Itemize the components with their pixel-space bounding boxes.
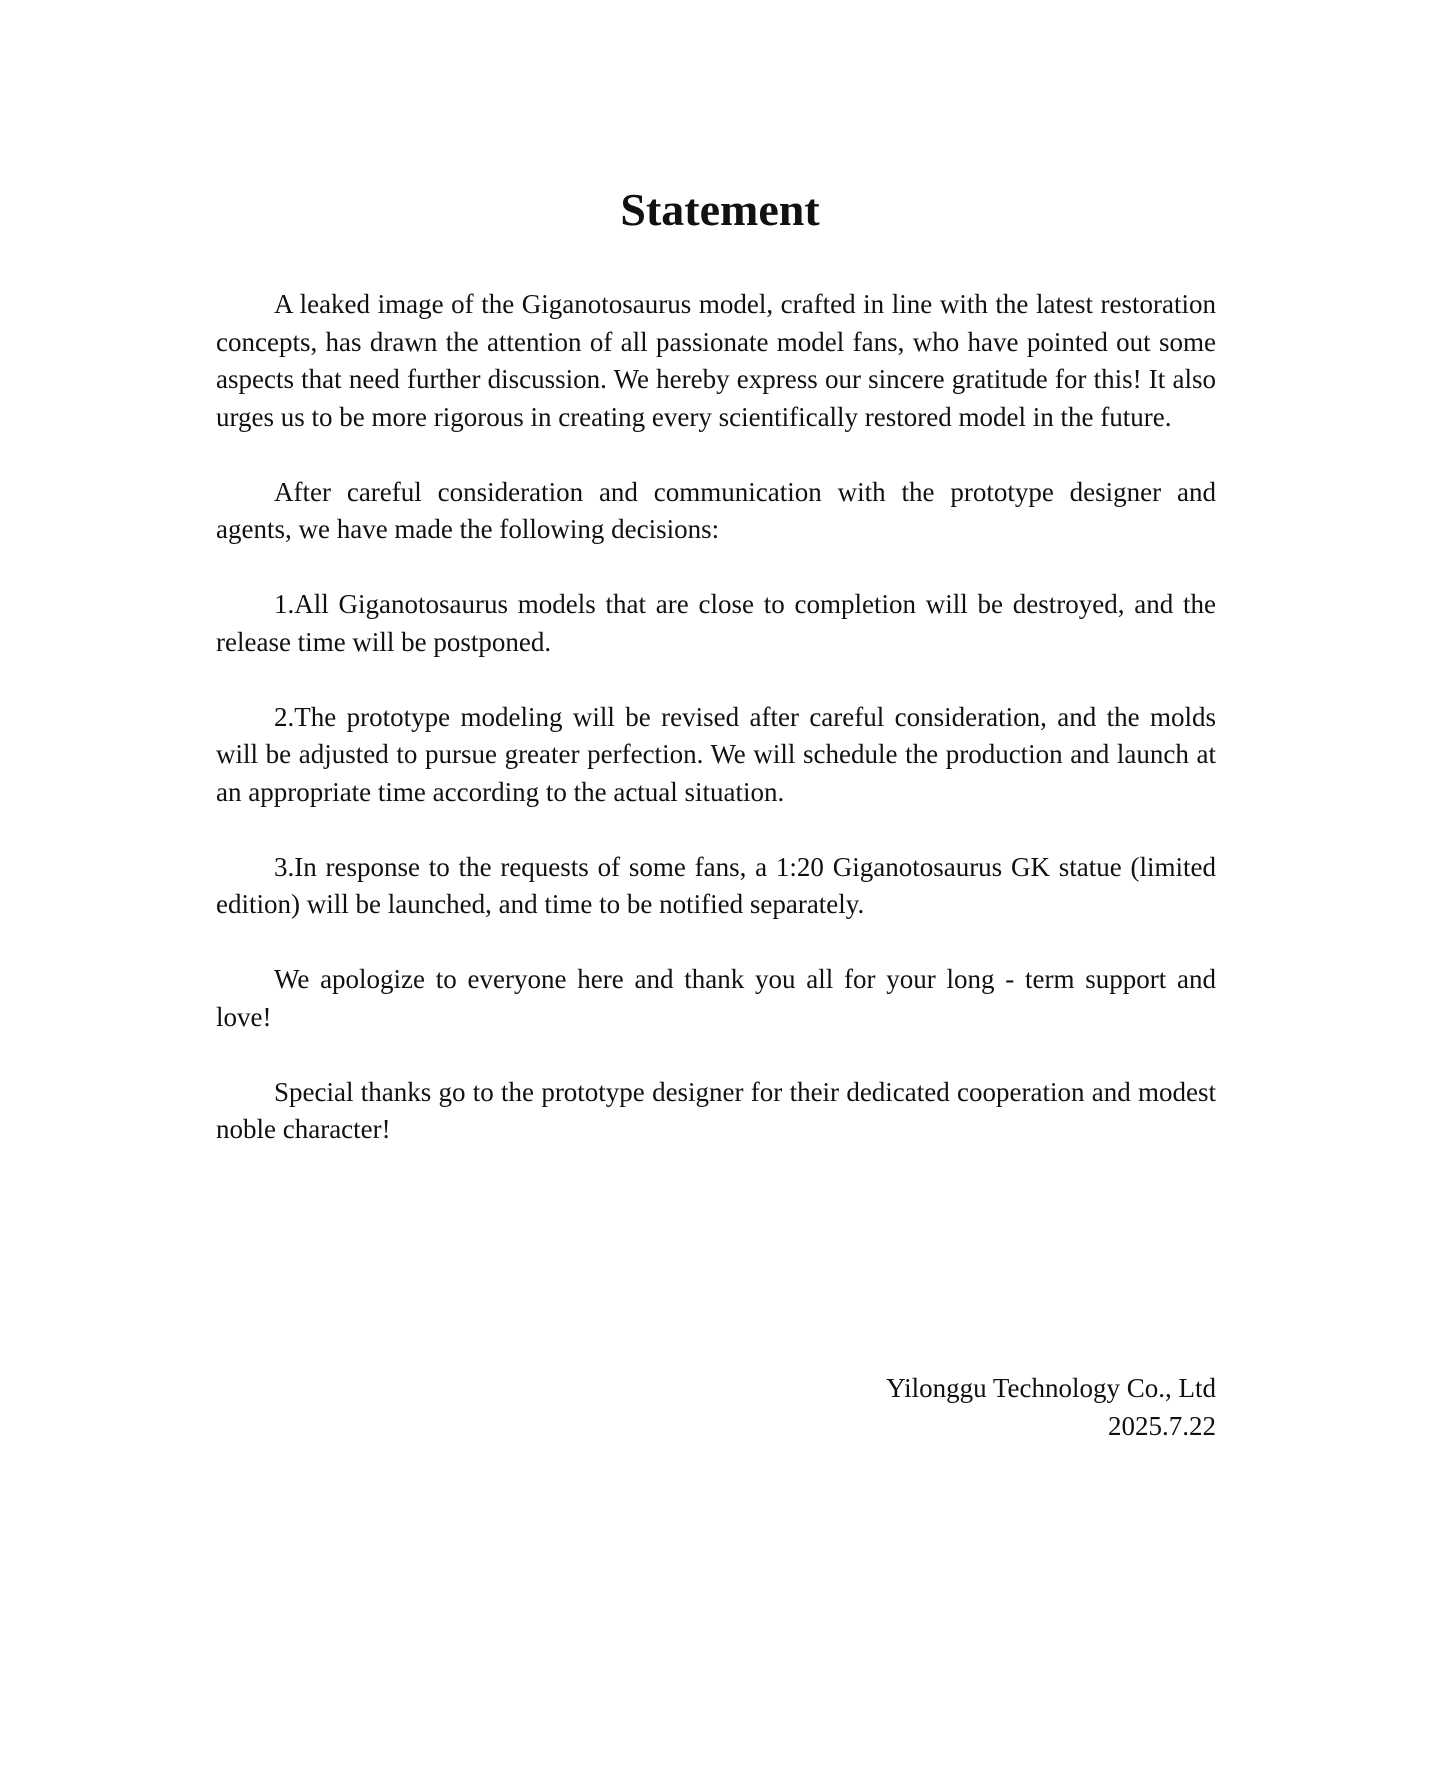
paragraph-decision-2: 2.The prototype modeling will be revised after careful consideration, and the molds will be adjusted to pursue greater perfection. We will schedule the production and launch at an appropriate time according to the actual situation.	[216, 701, 1216, 807]
signature-block	[716, 1370, 1216, 1445]
paragraph-intro: A leaked image of the Giganotosaurus model, crafted in line with the latest restoration concepts, has drawn the attention of all passionate model fans, who have pointed out some aspects that need further discussion. We hereby express our sincere gratitude for this! It also urges us to be more rigorous in creating every scientifically restored model in the future.	[216, 289, 1216, 432]
paragraph-decision-1: 1.All Giganotosaurus models that are close to completion will be destroyed, and the release time will be postponed.	[216, 589, 1216, 657]
document-title: Statement	[620, 184, 820, 235]
paragraph-decisions-intro: After careful consideration and communication with the prototype designer and agents, we have made the following decisions:	[216, 476, 1216, 544]
signature-company: Yilonggu Technology Co., Ltd	[886, 1373, 1216, 1403]
paragraph-decision-3: 3.In response to the requests of some fans, a 1:20 Giganotosaurus GK statue (limited edition) will be launched, and time to be notified separately.	[216, 851, 1216, 919]
paragraph-apology: We apologize to everyone here and thank you all for your long - term support and love!	[216, 964, 1216, 1032]
signature-date: 2025.7.22	[1108, 1410, 1216, 1441]
document-body	[216, 286, 1216, 1186]
paragraph-thanks: Special thanks go to the prototype designer for their dedicated cooperation and modest noble character!	[216, 1076, 1216, 1144]
